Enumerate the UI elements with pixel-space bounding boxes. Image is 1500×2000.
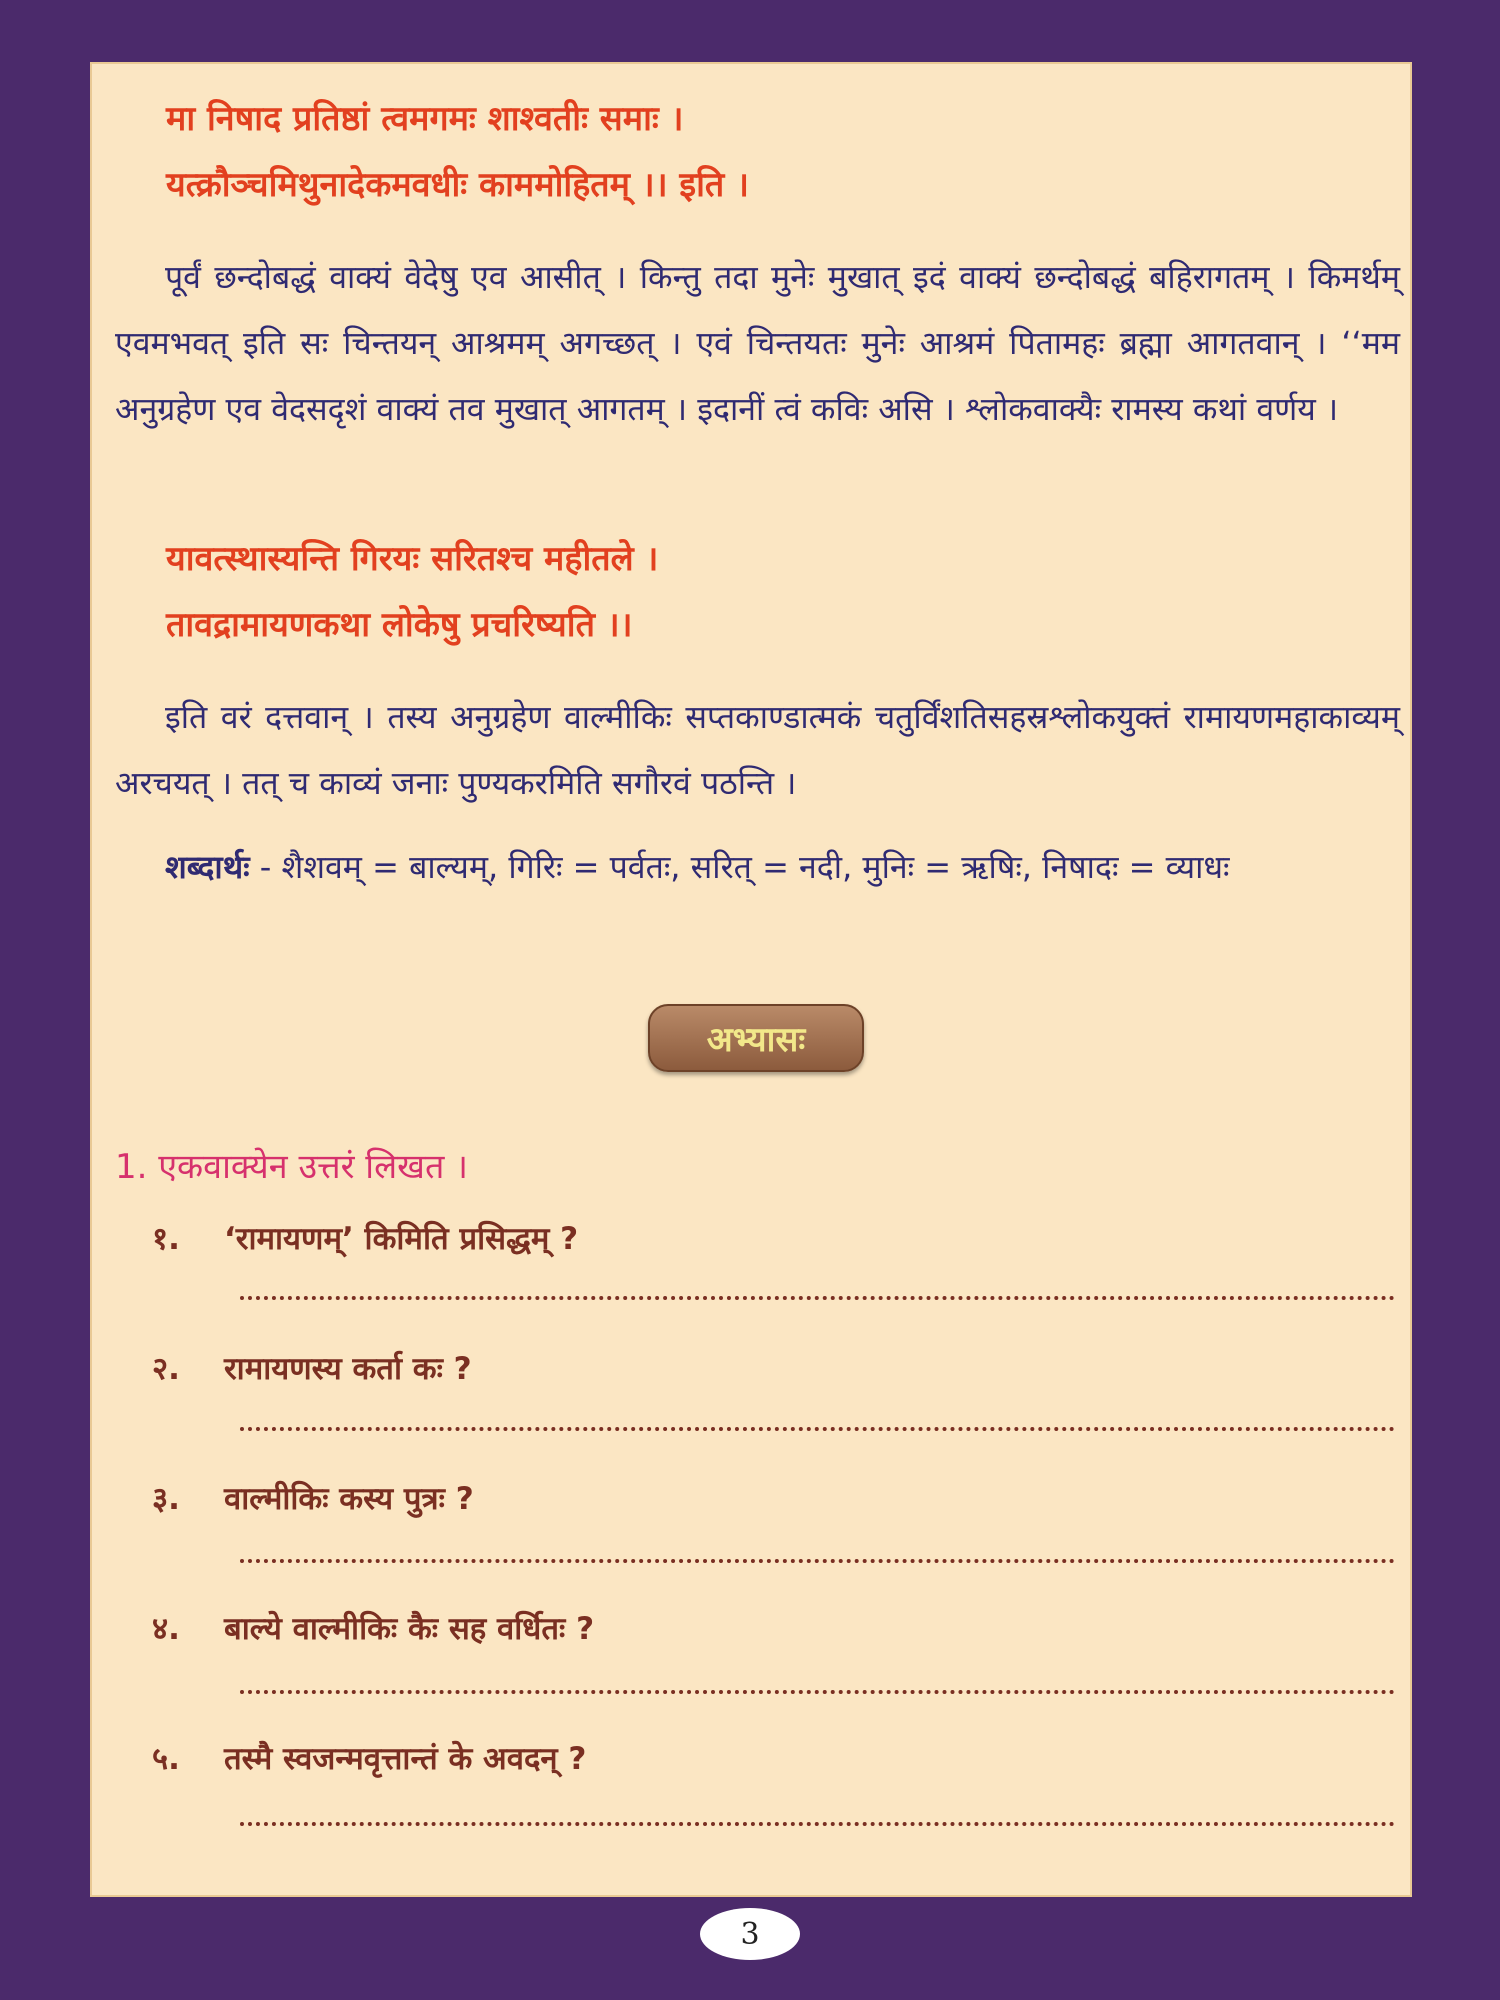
answer-line-3[interactable] xyxy=(240,1559,1395,1563)
question-number: १. xyxy=(152,1221,180,1257)
question-number: ३. xyxy=(152,1481,180,1517)
question-4 xyxy=(152,1607,594,1649)
answer-line-2[interactable] xyxy=(240,1427,1395,1431)
question-2 xyxy=(152,1347,472,1389)
exercise-badge: अभ्यासः xyxy=(648,1004,864,1072)
verse-2-line-1: यावत्स्थास्यन्ति गिरयः सरितश्च महीतले । xyxy=(166,539,659,579)
paragraph-1: पूर्वं छन्दोबद्धं वाक्यं वेदेषु एव आसीत् । किन्तु तदा मुनेः मुखात् इदं वाक्यं छन्दोबद्धं बहिरागतम् । किमर्थम् एवमभवत् इति सः चिन्तयन् आश्रमम् अगच्छत् । एवं चिन्तयतः मुनेः आश्रमं पितामहः ब्रह्मा आगतवान् । ‘‘मम अनुग्रहेण एव वेदसदृशं वाक्यं तव मुखात् आगतम् । इदानीं त्वं कविः असि । श्लोकवाक्यैः रामस्य कथां वर्णय । xyxy=(115,258,1400,428)
answer-line-4[interactable] xyxy=(240,1690,1395,1694)
glossary-label: शब्दार्थः xyxy=(165,848,250,886)
paragraph-2: इति वरं दत्तवान् । तस्य अनुग्रहेण वाल्मीकिः सप्तकाण्डात्मकं चतुर्विंशतिसहस्रश्लोकयुक्तं रामायणमहाकाव्यम् अरचयत् । तत् च काव्यं जनाः पुण्यकरमिति सगौरवं पठन्ति । xyxy=(115,698,1400,802)
verse-1-line-2: यत्क्रौञ्चमिथुनादेकमवधीः काममोहितम् ।। इति । xyxy=(166,165,750,205)
question-heading: 1. एकवाक्येन उत्तरं लिखत । xyxy=(115,1147,469,1187)
question-text: ‘रामायणम्’ किमिति प्रसिद्धम् ? xyxy=(224,1221,579,1257)
page-number: 3 xyxy=(700,1908,800,1960)
question-number: ५. xyxy=(152,1741,180,1777)
page-panel xyxy=(90,62,1412,1897)
answer-line-1[interactable] xyxy=(240,1296,1395,1300)
question-number: ४. xyxy=(152,1611,180,1647)
question-5 xyxy=(152,1737,586,1779)
glossary xyxy=(115,834,1400,900)
question-text: तस्मै स्वजन्मवृत्तान्तं के अवदन् ? xyxy=(224,1741,587,1777)
question-3 xyxy=(152,1477,474,1519)
glossary-text: - शैशवम् = बाल्यम्, गिरिः = पर्वतः, सरित् = नदी, मुनिः = ऋषिः, निषादः = व्याधः xyxy=(249,848,1230,886)
answer-line-5[interactable] xyxy=(240,1822,1395,1826)
verse-2-line-2: तावद्रामायणकथा लोकेषु प्रचरिष्यति ।। xyxy=(166,605,633,645)
question-text: रामायणस्य कर्ता कः ? xyxy=(224,1351,472,1387)
question-1 xyxy=(152,1217,578,1259)
question-number: २. xyxy=(152,1351,180,1387)
question-text: वाल्मीकिः कस्य पुत्रः ? xyxy=(224,1481,474,1517)
question-text: बाल्ये वाल्मीकिः कैः सह वर्धितः ? xyxy=(224,1611,595,1647)
verse-1-line-1: मा निषाद प्रतिष्ठां त्वमगमः शाश्वतीः समाः । xyxy=(166,99,684,139)
